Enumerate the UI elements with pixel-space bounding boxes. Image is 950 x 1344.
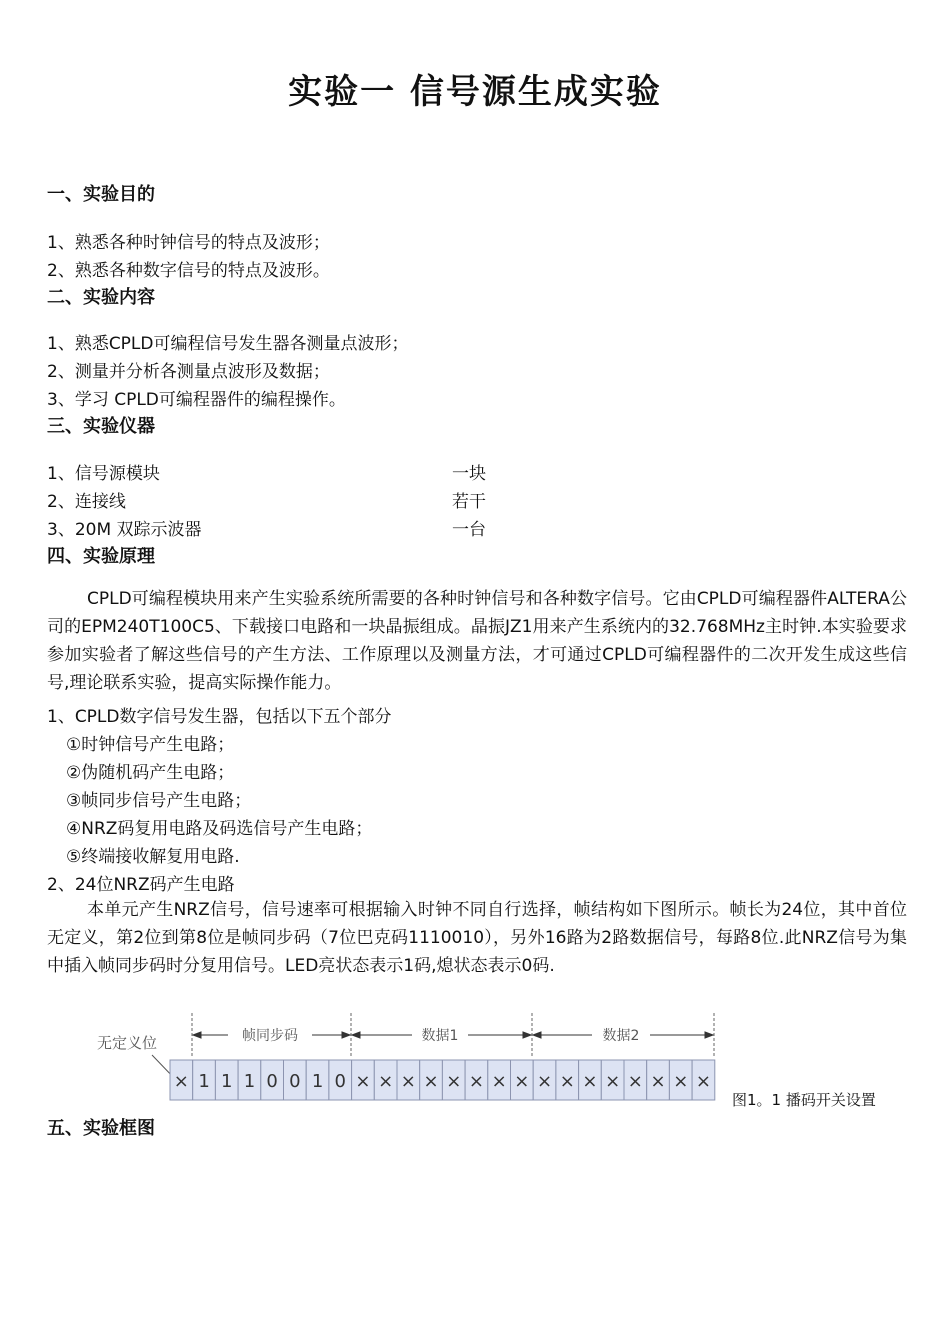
bit-value: × — [627, 1071, 643, 1092]
principle-item-1: 1、CPLD数字信号发生器，包括以下五个部分 — [47, 707, 392, 727]
bit-value: × — [650, 1071, 666, 1092]
figure-caption: 图1。1 播码开关设置 — [732, 1091, 876, 1109]
section-heading-purpose: 一、实验目的 — [47, 184, 155, 205]
instrument-qty-3: 一台 — [452, 520, 486, 540]
bit-value: 1 — [221, 1071, 233, 1092]
instrument-name-2: 2、连接线 — [47, 492, 126, 512]
bit-value: 0 — [334, 1071, 346, 1092]
bit-value: × — [423, 1071, 439, 1092]
bit-value: × — [468, 1071, 484, 1092]
principle-paragraph: CPLD可编程模块用来产生实验系统所需要的各种时钟信号和各种数字信号。它由CPLD可编程器件ALTERA公司的EPM240T100C5、下载接口电路和一块晶振组成。晶振JZ1用来产生系统内的32.768MHz主时钟.本实验要求参加实验者了解这些信号的产生方法、工作原理以及测量方法，才可通过CPLD可编程器件的二次开发生成这些信号,理论联系实验，提高实际操作能力。 — [47, 589, 907, 693]
section-heading-principle: 四、实验原理 — [47, 546, 155, 567]
purpose-item-1: 1、熟悉各种时钟信号的特点及波形； — [47, 233, 330, 253]
undefined-bit-label: 无定义位 — [97, 1034, 158, 1052]
content-item-1: 1、熟悉CPLD可编程信号发生器各测量点波形； — [47, 334, 409, 354]
bit-value: × — [400, 1071, 416, 1092]
principle-item-2: 2、24位NRZ码产生电路 — [47, 875, 235, 895]
section-heading-instruments: 三、实验仪器 — [47, 416, 155, 437]
section-heading-content: 二、实验内容 — [47, 287, 155, 308]
bit-value: × — [446, 1071, 462, 1092]
segment-label-data1: 数据1 — [421, 1028, 459, 1044]
content-item-2: 2、测量并分析各测量点波形及数据； — [47, 362, 330, 382]
nrz-paragraph: 本单元产生NRZ信号，信号速率可根据输入时钟不同自行选择，帧结构如下图所示。帧长为24位，其中首位无定义，第2位到第8位是帧同步码（7位巴克码1110010），另外16路为2路数据信号，每路8位.此NRZ信号为集中插入帧同步码时分复用信号。LED亮状态表示1码,熄状态表示0码. — [47, 900, 907, 976]
bit-value: 1 — [243, 1071, 256, 1092]
bit-value: 1 — [311, 1071, 324, 1092]
subitem-3: ③帧同步信号产生电路； — [66, 791, 252, 811]
bit-value: × — [378, 1071, 394, 1092]
bit-value: 0 — [266, 1071, 278, 1092]
instrument-qty-1: 一块 — [452, 464, 486, 484]
bit-value: × — [673, 1071, 689, 1092]
subitem-5: ⑤终端接收解复用电路. — [66, 847, 240, 867]
subitem-1: ①时钟信号产生电路； — [66, 735, 235, 755]
bit-value: × — [537, 1071, 553, 1092]
bit-value: × — [582, 1071, 598, 1092]
purpose-item-2: 2、熟悉各种数字信号的特点及波形。 — [47, 261, 330, 281]
page-title: 实验一 信号源生成实验 — [288, 72, 662, 112]
instrument-name-1: 1、信号源模块 — [47, 464, 160, 484]
bit-value: × — [355, 1071, 371, 1092]
bit-value: 0 — [289, 1071, 301, 1092]
instrument-name-3: 3、20M 双踪示波器 — [47, 520, 202, 540]
bit-value: × — [605, 1071, 621, 1092]
bit-value: × — [173, 1071, 189, 1092]
segment-label-sync: 帧同步码 — [242, 1028, 298, 1044]
segment-label-data2: 数据2 — [602, 1028, 640, 1044]
instrument-qty-2: 若干 — [452, 492, 486, 512]
frame-structure-figure — [92, 1010, 722, 1110]
subitem-2: ②伪随机码产生电路； — [66, 763, 235, 783]
bit-value: × — [559, 1071, 575, 1092]
content-item-3: 3、学习 CPLD可编程器件的编程操作。 — [47, 390, 346, 410]
bit-value: × — [514, 1071, 530, 1092]
section-heading-block-diagram: 五、实验框图 — [47, 1118, 155, 1139]
bit-value: 1 — [198, 1071, 210, 1092]
bit-value: × — [491, 1071, 507, 1092]
bit-value: × — [695, 1071, 711, 1092]
subitem-4: ④NRZ码复用电路及码选信号产生电路； — [66, 819, 373, 839]
